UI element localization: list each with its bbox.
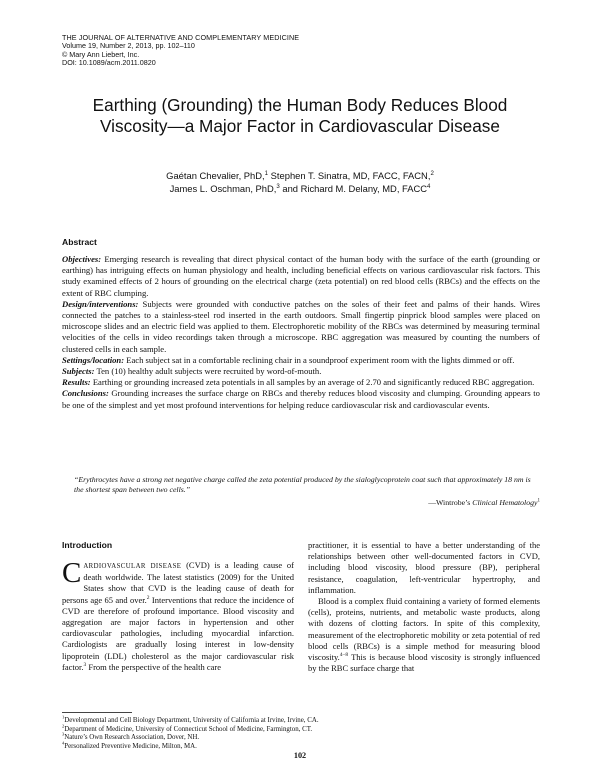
abstract-design (62, 299, 540, 355)
section-label: Results: (62, 377, 91, 388)
section-text: Each subject sat in a comfortable reclining chair in a soundproof experiment room with the lights dimmed or off. (126, 354, 515, 365)
footnote-number: 1 (62, 714, 65, 720)
footnote (62, 740, 319, 752)
citation-ref: 2 (146, 594, 150, 601)
section-text: Earthing or grounding increased zeta potentials in all samples by an average of 2.70 and significantly reduced RBC aggregation. (92, 377, 535, 388)
attribution-author: —Wintrobe’s (428, 498, 471, 507)
body-column-left (62, 557, 295, 673)
footnote-number: 4 (62, 740, 65, 746)
epigraph-attribution (428, 498, 540, 507)
epigraph-quote: “Erythrocytes have a strong net negative charge called the zeta potential produced by the sialoglycoprotein coat such that approximately 18 nm is the shortest span between two cells.” (74, 475, 531, 494)
footnote-number: 2 (62, 723, 65, 729)
attribution-ref: 1 (537, 497, 540, 504)
footnote-text: Developmental and Cell Biology Department, University of California at Irvine, Irvine, CA. (64, 717, 319, 724)
intro-paragraph-2 (308, 596, 540, 674)
section-label: Conclusions: (62, 388, 109, 399)
author-line-2 (90, 183, 510, 196)
paragraph-text: Interventions that reduce the incidence of CVD are therefore of profound importance. Blood viscosity and aggregation are major factors in hypertension and other cardiovascular pathologies, including myocardial infarction. Cardiologists are gradually losing interest in low-density lipoprotein (LDL) cholesterol as the major cardiovascular risk factor. (62, 594, 294, 672)
section-text: Emerging research is revealing that direct physical contact of the human body with the surface of the earth (grounding or earthing) has intriguing effects on human physiology and health, including beneficial effects on various cardiovascular risk factors. This study examined effects of 2 hours of grounding on the electrical charge (zeta potential) on red blood cells (RBCs) and the effects on the extent of RBC clumping. (62, 254, 540, 298)
small-caps-lead: ARDIOVASCULAR DISEASE (83, 563, 182, 570)
title-line-1: Earthing (Grounding) the Human Body Reduces Blood (92, 95, 508, 115)
paragraph-text: This is because blood viscosity is strongly influenced by the RBC surface charge that (308, 652, 540, 674)
citation-ref: 4–8 (339, 652, 349, 659)
article-title (70, 95, 530, 137)
author-affiliation-mark: 1 (264, 169, 269, 177)
journal-name: THE JOURNAL OF ALTERNATIVE AND COMPLEMENTARY MEDICINE (62, 33, 300, 42)
copyright-line: © Mary Ann Liebert, Inc. (62, 49, 140, 59)
section-label: Subjects: (62, 366, 95, 377)
abstract-objectives (62, 254, 540, 299)
title-line-2: Viscosity—a Major Factor in Cardiovascular Disease (100, 116, 500, 136)
footnote (62, 723, 319, 735)
footnote-divider (62, 712, 132, 713)
intro-paragraph-1-cont: practitioner, it is essential to have a better understanding of the relationships between other well-documented factors in CVD, including blood viscosity, blood pressure (BP), peripheral resistance, coagulation, left-ventricular hypertrophy, and inflammation. (308, 540, 540, 595)
intro-paragraph-1 (62, 557, 295, 673)
author-affiliation-mark: 2 (430, 169, 434, 177)
abstract-body (62, 254, 540, 411)
author-affiliation-mark: 3 (276, 182, 280, 190)
journal-header (62, 34, 299, 68)
volume-line: Volume 19, Number 2, 2013, pp. 102–110 (62, 41, 195, 51)
abstract-heading: Abstract (62, 237, 97, 247)
section-text: Grounding increases the surface charge on RBCs and thereby reduces blood viscosity and clumping. Grounding appears to be one of the simplest and yet most profound interventions for helping reduce cardiovascular risk and cardiovascular events. (62, 388, 540, 410)
paragraph-text: (CVD) is a leading cause of death worldwide. The latest statistics (2009) for the United States show that CVD is the leading cause of death for persons age 65 and over. (62, 560, 295, 605)
author-affiliation-mark: 4 (427, 182, 431, 190)
page-number: 102 (293, 751, 307, 760)
paragraph-text: From the perspective of the health care (86, 661, 222, 672)
author-name: Gaétan Chevalier, PhD, (166, 170, 265, 181)
section-text: Subjects were grounded with conductive patches on the soles of their feet and palms of their hands. Wires connected the patches to a stainless-steel rod inserted in the earth outdoors. Small fingertip pinprick blood samples were placed on microscope slides and an electric field was applied to them. Electrophoretic mobility of the RBCs was determined by measuring terminal velocities of the cells in video recordings taken through a microscope. RBC aggregation was measured by counting the numbers of clustered cells in each sample. (62, 298, 540, 354)
author-line-1 (90, 170, 510, 183)
section-label: Objectives: (62, 254, 102, 264)
section-label: Design/interventions: (62, 298, 139, 309)
author-list (90, 170, 510, 195)
introduction-heading: Introduction (62, 540, 113, 550)
abstract-conclusions (62, 388, 540, 410)
section-text: Ten (10) healthy adult subjects were recruited by word-of-mouth. (96, 366, 322, 377)
attribution-work: Clinical Hematology (472, 498, 538, 507)
drop-cap: C (62, 557, 82, 589)
abstract-results (62, 377, 540, 388)
affiliation-footnotes (62, 714, 319, 751)
footnote-text: Personalized Preventive Medicine, Milton, MA. (64, 742, 197, 750)
author-name: and Richard M. Delany, MD, FACC (282, 182, 428, 194)
abstract-settings (62, 355, 540, 366)
author-name: James L. Oschman, PhD, (169, 182, 277, 194)
section-label: Settings/location: (62, 354, 125, 365)
paragraph-text: Blood is a complex fluid containing a variety of formed elements (cells), proteins, nutrients, and metabolic waste products, along with dozens of clotting factors. In spite of this complexity, measurement of the electrophoretic mobility or zeta potential of red blood cells (RBCs) is a simple method for measuring blood viscosity. (308, 596, 540, 663)
footnote-text: Department of Medicine, University of Connecticut School of Medicine, Farmington, CT. (64, 725, 313, 733)
citation-ref: 3 (83, 662, 87, 668)
doi-line: DOI: 10.1089/acm.2011.0820 (62, 58, 156, 68)
author-name: Stephen T. Sinatra, MD, FACC, FACN, (270, 170, 431, 181)
body-column-right (308, 540, 540, 674)
footnote-number: 3 (62, 731, 65, 737)
footnote-text: Nature’s Own Research Association, Dover, NH. (64, 734, 200, 741)
abstract-subjects (62, 366, 540, 377)
